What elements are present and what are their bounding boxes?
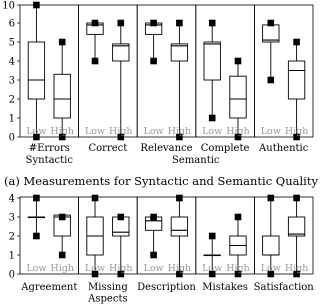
box-iqr xyxy=(171,217,187,236)
whisker-max-marker xyxy=(92,20,99,27)
box-high xyxy=(171,20,187,141)
group-name: Authentic xyxy=(259,143,309,154)
box-iqr xyxy=(54,74,70,118)
group-name-part: Aspects xyxy=(88,293,128,305)
whisker-max-marker xyxy=(92,195,99,202)
top-boxplot-chart xyxy=(2,1,318,189)
group-name: Complete xyxy=(200,143,250,154)
whisker-max-marker xyxy=(209,233,216,240)
whisker-min-marker xyxy=(59,252,66,259)
box-category-label: High xyxy=(109,126,133,137)
y-tick-label: 3 xyxy=(8,212,15,224)
whisker-max-marker xyxy=(293,39,300,46)
whisker-max-marker xyxy=(117,20,124,27)
y-tick-label: 0 xyxy=(8,132,15,144)
whisker-min-marker xyxy=(33,233,40,240)
whisker-max-marker xyxy=(59,214,66,221)
figure-caption: (a) Measurements for Syntactic and Semantic Quality xyxy=(4,174,318,188)
box-iqr xyxy=(230,76,246,118)
y-tick-label: 1 xyxy=(8,250,15,262)
whisker-max-marker xyxy=(33,2,40,9)
box-iqr xyxy=(288,61,304,99)
group-name: Agreement xyxy=(21,282,78,293)
y-tick-label: 0 xyxy=(8,269,15,281)
section-caption: Semantic xyxy=(172,155,220,166)
box-low xyxy=(87,20,103,65)
y-tick-label: 5 xyxy=(8,37,15,49)
whisker-max-marker xyxy=(176,20,183,27)
box-category-label: Low xyxy=(26,263,47,274)
box-low xyxy=(28,195,44,240)
box-category-label: High xyxy=(109,263,133,274)
whisker-min-marker xyxy=(209,115,216,122)
y-tick-label: 3 xyxy=(8,75,15,87)
box-iqr xyxy=(263,236,279,255)
box-low xyxy=(145,20,161,65)
box-category-label: High xyxy=(167,126,192,137)
box-category-label: Low xyxy=(84,126,106,137)
box-category-label: Low xyxy=(84,263,106,274)
whisker-max-marker xyxy=(117,214,124,221)
box-low xyxy=(263,20,279,84)
whisker-min-marker xyxy=(268,77,275,84)
group-name-part: Missing xyxy=(88,282,128,293)
whisker-max-marker xyxy=(293,195,300,202)
group-name: Satisfaction xyxy=(253,282,314,293)
group-name: Description xyxy=(137,282,196,293)
box-iqr xyxy=(171,44,187,61)
box-category-label: Low xyxy=(260,126,281,137)
box-category-label: High xyxy=(284,126,309,137)
box-category-label: Low xyxy=(143,263,164,274)
box-category-label: High xyxy=(284,263,309,274)
bottom-boxplot-chart xyxy=(9,194,315,305)
box-iqr xyxy=(288,217,304,236)
box-iqr xyxy=(263,25,279,42)
box-low xyxy=(204,20,220,122)
y-tick-label: 4 xyxy=(8,56,15,68)
whisker-max-marker xyxy=(33,195,40,202)
whisker-max-marker xyxy=(176,195,183,202)
y-tick-label: 1 xyxy=(8,113,15,125)
section-caption: Syntactic xyxy=(25,155,73,166)
box-iqr xyxy=(204,42,220,80)
whisker-max-marker xyxy=(235,214,242,221)
whisker-min-marker xyxy=(150,58,157,65)
group-name: Correct xyxy=(88,143,128,154)
y-tick-label: 10 xyxy=(2,0,15,12)
box-category-label: Low xyxy=(26,126,47,137)
whisker-max-marker xyxy=(150,214,157,221)
box-category-label: Low xyxy=(260,263,281,274)
box-high xyxy=(54,214,70,259)
box-low xyxy=(145,214,161,259)
whisker-max-marker xyxy=(268,20,275,27)
box-category-label: High xyxy=(226,126,250,137)
box-category-label: Low xyxy=(202,126,223,137)
group-name: #Errors xyxy=(28,143,70,154)
y-tick-label: 2 xyxy=(8,94,15,106)
whisker-max-marker xyxy=(59,39,66,46)
whisker-min-marker xyxy=(150,252,157,259)
box-category-label: High xyxy=(50,126,74,137)
y-tick-label: 2 xyxy=(8,231,15,243)
box-category-label: Low xyxy=(143,126,164,137)
box-high xyxy=(113,20,129,141)
box-category-label: Low xyxy=(202,263,223,274)
box-iqr xyxy=(113,44,129,61)
box-low xyxy=(26,2,47,141)
whisker-max-marker xyxy=(209,20,216,27)
group-name: Mistakes xyxy=(202,282,248,293)
box-iqr xyxy=(28,42,44,99)
box-category-label: High xyxy=(50,263,74,274)
whisker-max-marker xyxy=(235,58,242,65)
y-tick-label: 6 xyxy=(8,18,15,30)
box-category-label: High xyxy=(167,263,192,274)
group-name: Relevance xyxy=(140,143,193,154)
whisker-min-marker xyxy=(92,58,99,65)
y-tick-label: 4 xyxy=(8,193,15,205)
whisker-max-marker xyxy=(268,195,275,202)
whisker-max-marker xyxy=(150,20,157,27)
box-category-label: High xyxy=(226,263,250,274)
